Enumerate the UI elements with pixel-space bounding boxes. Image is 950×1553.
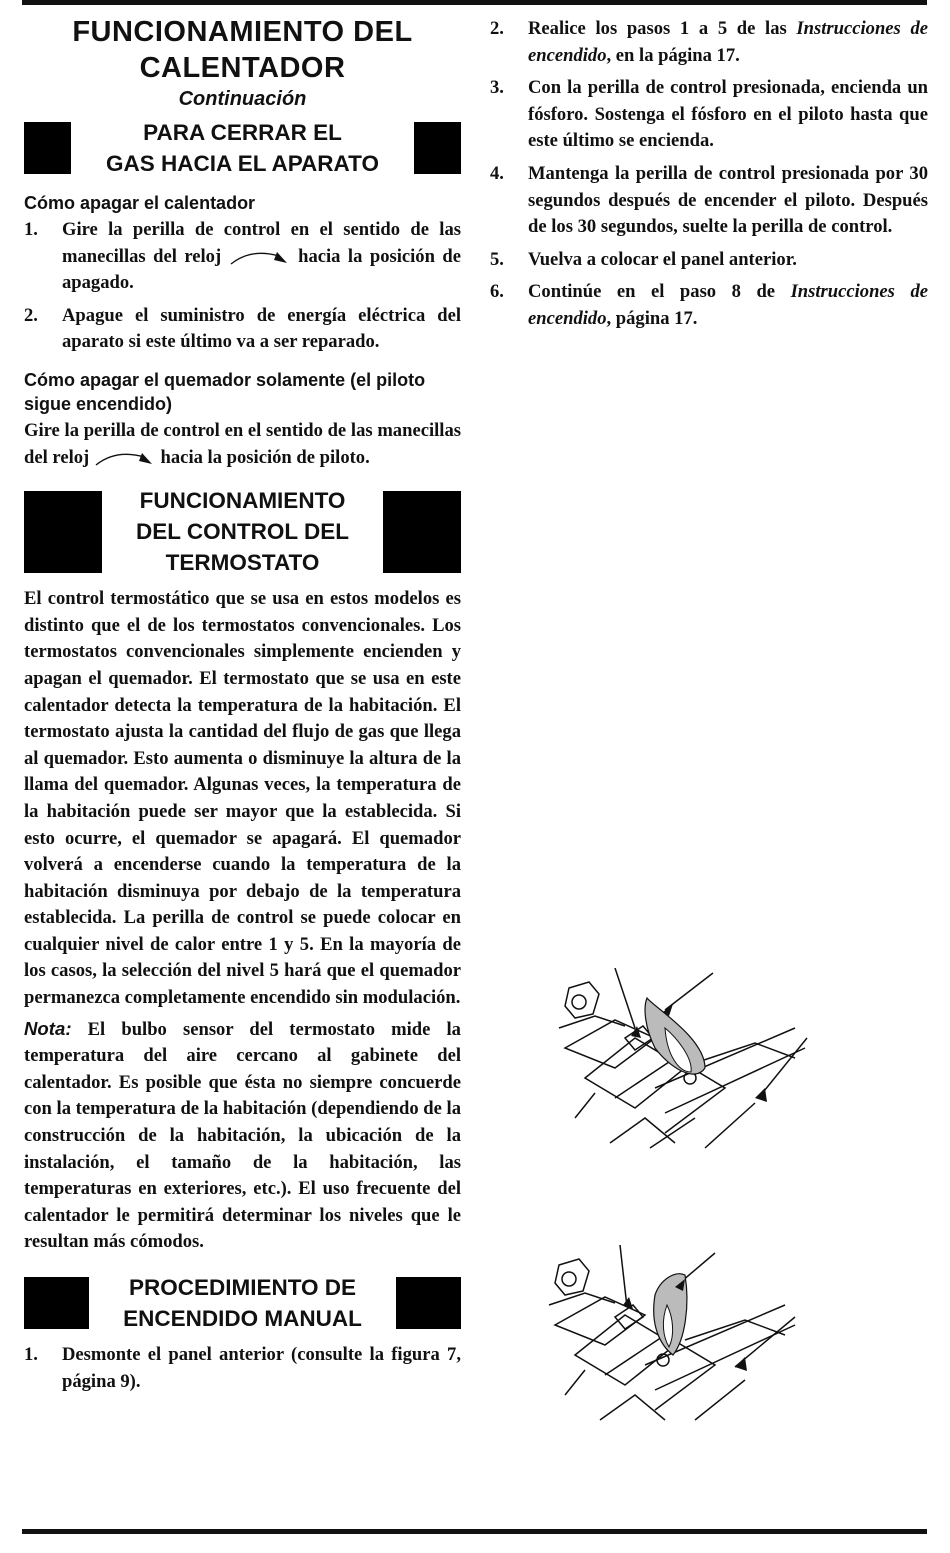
page-title <box>24 14 461 86</box>
left-column <box>24 14 461 1401</box>
heading-block-left <box>24 491 102 573</box>
heading-block-right <box>414 122 461 174</box>
title-line-1: FUNCIONAMIENTO DEL <box>72 16 413 48</box>
heading-block-left <box>24 122 71 174</box>
paragraph: Gire la perilla de control en el sentido de las manecillas del reloj hacia la posición de piloto. <box>24 419 461 468</box>
list-item: 3. Con la perilla de control presionada, encienda un fósforo. Sostenga el fósforo en el piloto hasta que este último se encienda. <box>490 77 928 152</box>
subheading-turn-off-burner: Cómo apagar el quemador solamente (el piloto sigue encendido) <box>24 369 426 414</box>
list-item: 4. Mantenga la perilla de control presionada por 30 segundos después de encender el piloto. Después de los 30 segundos, suelte la perilla de control. <box>490 162 928 238</box>
pilot-flame-illustration-2 <box>545 1245 805 1423</box>
steps-list <box>24 217 461 356</box>
clockwise-arrow-icon <box>94 449 156 467</box>
title-line-2: CALENTADOR <box>139 52 346 84</box>
heading-line: PARA CERRAR EL <box>143 120 342 145</box>
list-item: 2. Apague el suministro de energía eléctrica del aparato si este último va a ser reparado. <box>24 304 461 353</box>
pilot-flame-illustration-1 <box>555 968 815 1153</box>
section-heading-thermostat: FUNCIONAMIENTO DEL CONTROL DEL TERMOSTATO <box>24 485 461 578</box>
section-heading-close-gas <box>24 117 461 179</box>
bottom-rule <box>22 1529 927 1534</box>
subheading-turn-off-heater: Cómo apagar el calentador <box>24 193 256 213</box>
right-column <box>490 16 928 339</box>
manual-steps-list <box>24 1342 461 1395</box>
heading-block-right <box>383 491 461 573</box>
list-item: 1. Gire la perilla de control en el sentido de las manecillas del reloj hacia la posición de apagado. <box>24 219 461 294</box>
clockwise-arrow-icon <box>229 248 291 266</box>
list-item: 2. Realice los pasos 1 a 5 de las Instrucciones de encendido, en la página 17. <box>490 18 928 66</box>
subtitle: Continuación <box>178 88 307 110</box>
thermostat-body: El control termostático que se usa en estos modelos es distinto que el de los termostatos convencionales. Los termostatos convencionales simplemente encienden y apagan el quemador. El termostato que se usa en este calentador detecta la temperatura de la habitación. El termostato ajusta la cantidad del flujo de gas que llega al quemador. Esto aumenta o disminuye la altura de la llama del quemador. Algunas veces, la temperatura de la habitación puede ser mayor que la establecida. Si esto ocurre, el quemador se apagará. El quemador volverá a encenderse cuando la temperatura de la habitación disminuya por debajo de la temperatura establecida. La perilla de control se puede colocar en cualquier nivel de calor entre 1 y 5. En la mayoría de los casos, la selección del nivel 5 hará que el quemador permanezca completamente encendido sin modulación. <box>24 588 461 1009</box>
heading-block-left <box>24 1277 89 1329</box>
list-item: 6. Continúe en el paso 8 de Instrucciones de encendido, página 17. <box>490 281 928 329</box>
heading-line: GAS HACIA EL APARATO <box>106 151 379 176</box>
right-steps-list <box>490 16 928 333</box>
top-rule <box>22 0 927 5</box>
section-heading-manual: PROCEDIMIENTO DE ENCENDIDO MANUAL <box>24 1272 461 1334</box>
list-item: 5. Vuelva a colocar el panel anterior. <box>490 248 797 270</box>
list-item: 1. Desmonte el panel anterior (consulte la figura 7, página 9). <box>24 1344 461 1392</box>
heading-block-right <box>396 1277 461 1329</box>
note-paragraph: Nota: El bulbo sensor del termostato mide la temperatura del aire cercano al gabinete del calentador. Es posible que ésta no siempre concuerde con la temperatura de la habitación (dependiendo de la construcción de la habitación, la ubicación de la instalación, el tamaño de la habitación, las temperaturas en exteriores, etc.). El uso frecuente del calentador le permitirá determinar los niveles que le resultan más cómodos. <box>24 1017 461 1253</box>
